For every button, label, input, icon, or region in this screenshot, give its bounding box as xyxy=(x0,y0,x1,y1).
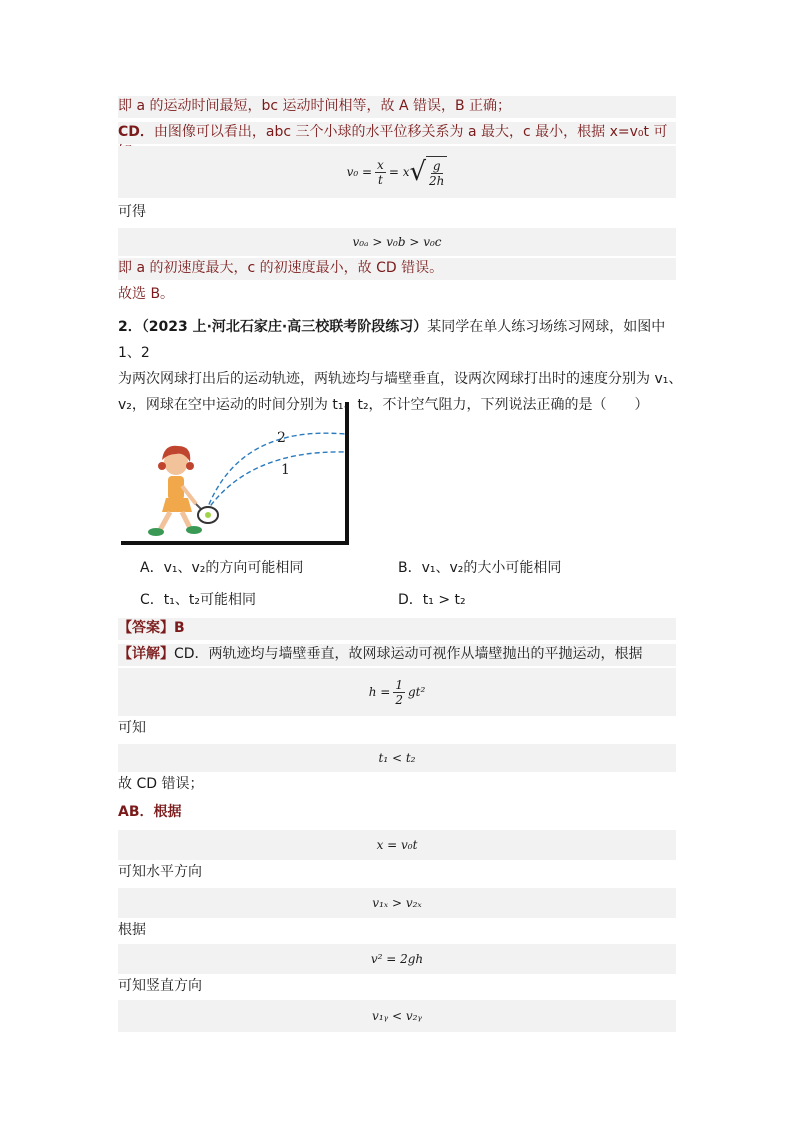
tennis-figure xyxy=(118,400,358,550)
option-c[interactable]: C．t₁、t₂可能相同 xyxy=(140,592,256,608)
text-kezhi-1: 可知 xyxy=(118,720,146,736)
detail-line: 【详解】CD．两轨迹均与墙壁垂直，故网球运动可视作从墙壁抛出的平抛运动，根据 xyxy=(118,644,676,666)
trajectory-label-1: 1 xyxy=(281,462,290,478)
girl-player-icon xyxy=(148,446,218,536)
trajectory-1 xyxy=(206,452,345,512)
sqrt-expression: √ $\frac{g}{2h}$ xyxy=(409,156,447,188)
text-ab-genju: AB．根据 xyxy=(118,804,182,820)
text-horizontal: 可知水平方向 xyxy=(118,864,202,880)
equation-h: h = $\frac{1}{2}$ gt² xyxy=(118,668,676,716)
option-b[interactable]: B．v₁、v₂的大小可能相同 xyxy=(398,560,562,576)
text-vertical: 可知竖直方向 xyxy=(118,978,202,994)
equation-t-compare: t₁ < t₂ xyxy=(118,744,676,772)
equation-v2: v² = 2gh xyxy=(118,944,676,974)
solution-line-4: 即 a 的初速度最大，c 的初速度最小，故 CD 错误。 xyxy=(118,258,676,280)
option-prefix-cd: CD． xyxy=(118,124,154,140)
text-genju: 根据 xyxy=(118,922,146,938)
solution-line-5: 故选 B。 xyxy=(118,286,175,302)
trajectory-label-2: 2 xyxy=(277,430,286,446)
trajectory-2 xyxy=(206,433,345,512)
option-a[interactable]: A．v₁、v₂的方向可能相同 xyxy=(140,560,304,576)
fraction-x-over-t: $\frac{x}{t}$ xyxy=(377,157,384,187)
equation-vx-compare: v₁ₓ > v₂ₓ xyxy=(118,888,676,918)
question-source: （2023 上·河北石家庄·高三校联考阶段练习） xyxy=(141,319,428,335)
equation-x: x = v₀t xyxy=(118,830,676,860)
option-d[interactable]: D．t₁ > t₂ xyxy=(398,592,466,608)
text-cd-wrong: 故 CD 错误； xyxy=(118,776,204,792)
equation-v0-compare: v₀ₐ > v₀b > v₀c xyxy=(118,228,676,256)
equation-v0: v₀ = $\frac{x}{t}$ = x √ $\frac{g}{2h}$ xyxy=(118,146,676,198)
question-2: 2．（2023 上·河北石家庄·高三校联考阶段练习）某同学在单人练习场练习网球，如图中 1、2 为两次网球打出后的运动轨迹，两轨迹均与墙壁垂直，设两次网球打出时的速度分别为 v₁、 v₂，网球在空中运动的时间分别为 t₁、t₂，不计空气阻力，下列说法正确的是（ ） xyxy=(118,319,683,413)
answer-line: 【答案】B xyxy=(118,618,676,640)
equation-vy-compare: v₁ᵧ < v₂ᵧ xyxy=(118,1000,676,1032)
solution-line-2: CD．由图像可以看出，abc 三个小球的水平位移关系为 a 最大，c 最小，根据 x=v₀t 可 xyxy=(118,122,676,144)
tennis-wall-diagram xyxy=(118,400,358,550)
question-number: 2． xyxy=(118,319,142,335)
text-kede: 可得 xyxy=(118,204,146,220)
solution-line-1: 即 a 的运动时间最短，bc 运动时间相等，故 A 错误，B 正确； xyxy=(118,96,676,118)
radical-sign-icon: √ xyxy=(409,157,427,187)
